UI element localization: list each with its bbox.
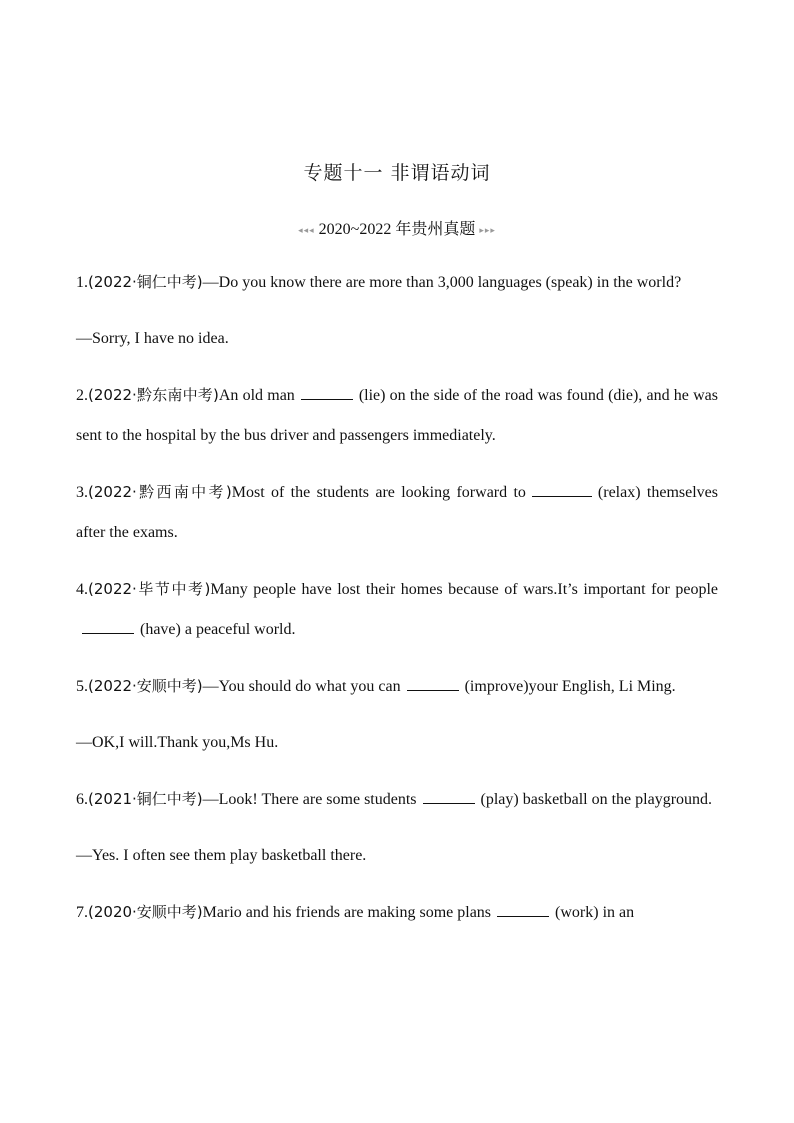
question-text-before: Most of the students are looking forward to [231, 484, 526, 501]
question-2 [76, 375, 718, 456]
question-text-after: (have) a peaceful world. [140, 621, 296, 638]
answer-blank[interactable] [497, 902, 549, 917]
right-decoration: ▸▸▸ [479, 224, 496, 235]
question-text-before: Mario and his friends are making some plans [202, 904, 492, 921]
question-text-after: (lie) on the side of the road was found (die), and he was sent to the hospital by the bus driver and passengers immediately. [76, 387, 718, 444]
question-text-after: (play) basketball on the playground. [480, 791, 713, 808]
question-text-after: (relax) themselves after the exams. [76, 484, 718, 541]
question-number: 1. [76, 274, 88, 291]
question-list [76, 262, 718, 949]
question-text-before: —You should do what you can [202, 678, 401, 695]
question-6 [76, 779, 718, 820]
answer-blank[interactable] [423, 789, 475, 804]
question-source: (2022·毕节中考) [88, 580, 211, 598]
question-source: (2020·安顺中考) [88, 903, 203, 921]
question-text-after: (work) in an [555, 904, 635, 921]
question-5 [76, 666, 718, 707]
subtitle-text: 年贵州真题 [395, 219, 476, 238]
question-number: 2. [76, 387, 88, 404]
question-text-before: An old man [218, 387, 295, 404]
answer-blank[interactable] [301, 385, 353, 400]
question-source: (2022·黔东南中考) [88, 386, 219, 404]
question-source: (2022·安顺中考) [88, 677, 203, 695]
question-source: (2021·铜仁中考) [88, 790, 203, 808]
question-4 [76, 569, 718, 650]
question-3 [76, 472, 718, 553]
answer-blank[interactable] [82, 619, 134, 634]
left-decoration: ◂◂◂ [298, 224, 315, 235]
question-1-reply: —Sorry, I have no idea. [76, 330, 229, 347]
question-text: —Do you know there are more than 3,000 languages (speak) in the world? [202, 274, 682, 291]
question-number: 7. [76, 904, 88, 921]
question-number: 4. [76, 581, 88, 598]
subtitle-years: 2020~2022 [318, 221, 396, 238]
question-source: (2022·铜仁中考) [88, 273, 203, 291]
answer-blank[interactable] [407, 676, 459, 691]
question-number: 5. [76, 678, 88, 695]
answer-blank[interactable] [532, 482, 592, 497]
question-1 [76, 262, 718, 303]
question-6-reply: —Yes. I often see them play basketball there. [76, 847, 367, 864]
question-text-after: (improve)your English, Li Ming. [464, 678, 676, 695]
question-number: 6. [76, 791, 88, 808]
question-text-before: —Look! There are some students [202, 791, 417, 808]
question-7 [76, 892, 718, 933]
page-title: 专题十一 非谓语动词 [303, 162, 491, 184]
question-number: 3. [76, 484, 88, 501]
section-subtitle [0, 216, 794, 239]
question-5-reply: —OK,I will.Thank you,Ms Hu. [76, 734, 279, 751]
question-source: (2022·黔西南中考) [88, 483, 232, 501]
question-text-before: Many people have lost their homes because of wars.It’s important for people [210, 581, 718, 598]
